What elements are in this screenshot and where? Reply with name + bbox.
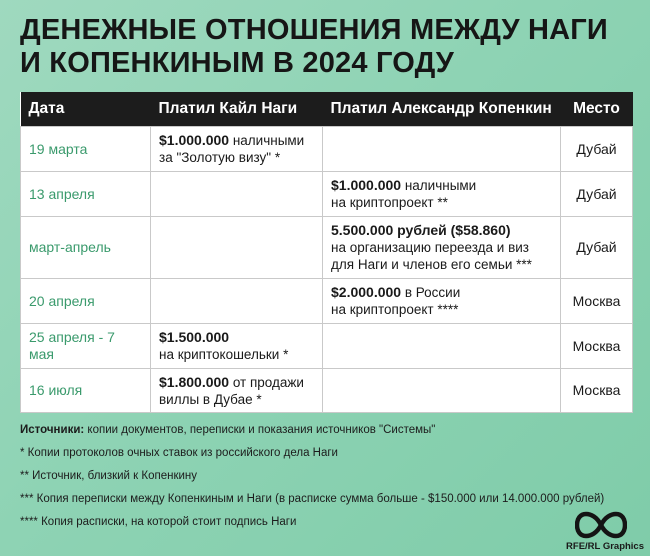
row-place: Москва (561, 369, 633, 413)
kopenkin-purpose: на организацию переезда и виз (331, 240, 529, 255)
title-line-2: И КОПЕНКИНЫМ В 2024 ГОДУ (20, 47, 455, 79)
row-nagy-cell (151, 279, 323, 324)
row-kopenkin-cell (323, 369, 561, 413)
row-kopenkin-cell (323, 279, 561, 324)
row-kopenkin-cell (323, 324, 561, 369)
row-date: март-апрель (21, 217, 151, 279)
row-kopenkin-cell (323, 127, 561, 172)
row-date: 20 апреля (21, 279, 151, 324)
header-place: Место (561, 92, 633, 127)
table-row (21, 279, 633, 324)
nagy-detail: наличными (229, 133, 305, 148)
table-row (21, 127, 633, 172)
table-row (21, 369, 633, 413)
row-nagy-cell (151, 369, 323, 413)
sistema-logo-icon (575, 511, 627, 539)
nagy-detail: от продажи (229, 374, 304, 390)
nagy-purpose: виллы в Дубае * (159, 391, 262, 407)
row-date: 25 апреля - 7 мая (21, 324, 151, 369)
row-nagy-cell (151, 127, 323, 172)
row-date: 19 марта (21, 127, 151, 172)
row-place: Дубай (561, 217, 633, 279)
row-nagy-cell (151, 324, 323, 369)
sources-label: Источники: (20, 424, 85, 436)
kopenkin-amount: $2.000.000 (331, 284, 402, 300)
row-date: 16 июля (21, 369, 151, 413)
kopenkin-detail: в России (401, 285, 461, 300)
header-date: Дата (21, 92, 151, 127)
row-place: Дубай (561, 127, 633, 172)
row-nagy-cell (151, 172, 323, 217)
table-row (21, 172, 633, 217)
table-row (21, 324, 633, 369)
row-place: Москва (561, 324, 633, 369)
footnotes (20, 423, 640, 538)
nagy-purpose: на криптокошельки * (159, 347, 289, 362)
payments-table (20, 92, 633, 413)
graphics-credit: RFE/RL Graphics (566, 541, 644, 552)
nagy-amount: $1.000.000 (159, 132, 230, 148)
table-row (21, 217, 633, 279)
header-nagy: Платил Кайл Наги (151, 92, 323, 127)
page-title (20, 14, 630, 80)
row-place: Москва (561, 279, 633, 324)
kopenkin-purpose: на криптопроект ** (331, 195, 448, 210)
footnote-1: * Копии протоколов очных ставок из российского дела Наги (20, 447, 338, 459)
kopenkin-purpose: на криптопроект **** (331, 302, 459, 317)
kopenkin-detail: наличными (401, 178, 477, 193)
footnote-3: *** Копия переписки между Копенкиным и Наги (в расписке сумма больше - $150.000 или 14.000.000 рублей) (20, 493, 605, 505)
nagy-purpose: за "Золотую визу" * (159, 150, 281, 165)
sources-text: копии документов, переписки и показания источников "Системы" (84, 424, 436, 436)
header-kopenkin: Платил Александр Копенкин (323, 92, 561, 127)
nagy-amount: $1.800.000 (159, 373, 230, 390)
row-nagy-cell (151, 217, 323, 279)
footnote-4: **** Копия расписки, на которой стоит подпись Наги (20, 516, 297, 528)
nagy-amount: $1.500.000 (159, 329, 230, 345)
kopenkin-amount: 5.500.000 рублей ($58.860) (331, 222, 511, 238)
row-date: 13 апреля (21, 172, 151, 217)
sources-note (20, 423, 640, 437)
table-header-row (21, 92, 633, 127)
row-place: Дубай (561, 172, 633, 217)
row-kopenkin-cell (323, 172, 561, 217)
row-kopenkin-cell (323, 217, 561, 279)
kopenkin-amount: $1.000.000 (331, 177, 402, 193)
footnote-2: ** Источник, близкий к Копенкину (20, 470, 198, 482)
kopenkin-purpose-cont: для Наги и членов его семьи *** (331, 257, 532, 272)
title-line-1: ДЕНЕЖНЫЕ ОТНОШЕНИЯ МЕЖДУ НАГИ (20, 14, 608, 46)
